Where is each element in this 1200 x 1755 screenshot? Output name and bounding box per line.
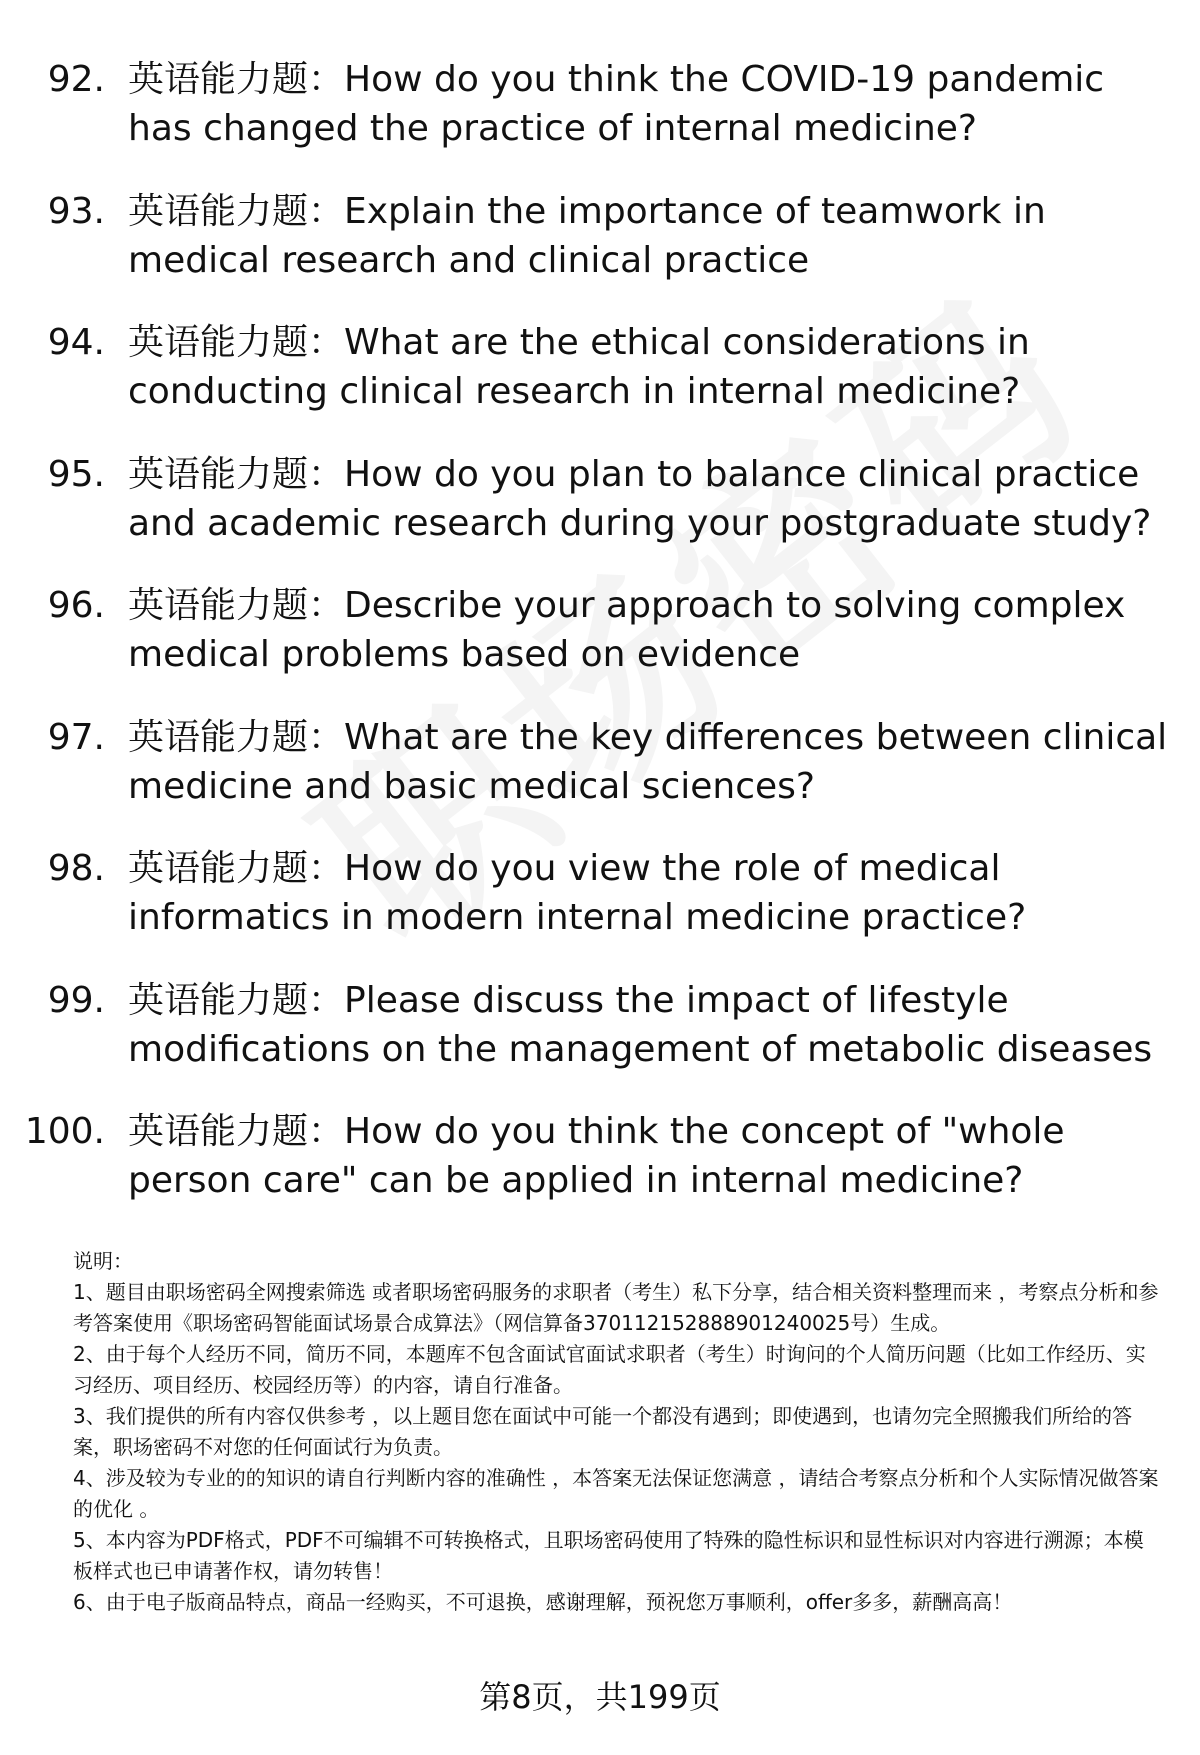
list-item <box>0 581 1200 713</box>
note-item: 2、由于每个人经历不同，简历不同，本题库不包含面试官面试求职者（考生）时询问的个人简历问题（比如工作经历、实习经历、项目经历、校园经历等）的内容，请自行准备。 <box>73 1342 1146 1397</box>
question-text: 英语能力题：Please discuss the impact of lifestyle modifications on the management of metabolic diseases <box>128 979 1153 1070</box>
question-text: 英语能力题：Explain the importance of teamwork in medical research and clinical practice <box>128 190 1046 281</box>
list-item <box>0 187 1200 319</box>
question-text: 英语能力题：What are the key differences between clinical medicine and basic medical sciences? <box>128 716 1168 807</box>
notes-title: 说明： <box>73 1249 133 1273</box>
page-number: 第8页，共199页 <box>479 1678 721 1716</box>
question-number: 94. <box>47 322 105 363</box>
question-number: 97. <box>47 716 105 758</box>
note-item: 3、我们提供的所有内容仅供参考 ，以上题目您在面试中可能一个都没有遇到；即使遇到，也请勿完全照搬我们所给的答案，职场密码不对您的任何面试行为负责。 <box>73 1404 1133 1459</box>
question-text: 英语能力题：How do you view the role of medical informatics in modern internal medicine practice? <box>128 848 1027 938</box>
list-item <box>0 844 1200 976</box>
question-text: 英语能力题：How do you think the concept of "whole person care" can be applied in internal medicine? <box>128 1111 1065 1201</box>
question-number: 98. <box>47 848 105 889</box>
list-item <box>0 55 1200 187</box>
notes-section <box>73 1246 1163 1618</box>
note-item: 5、本内容为PDF格式，PDF不可编辑不可转换格式，且职场密码使用了特殊的隐性标识和显性标识对内容进行溯源；本模板样式也已申请著作权，请勿转售！ <box>73 1528 1144 1583</box>
question-text: 英语能力题：What are the ethical considerations in conducting clinical research in internal medicine? <box>128 322 1030 412</box>
question-number: 99. <box>47 979 105 1021</box>
list-item <box>0 1107 1200 1239</box>
question-number: 95. <box>47 453 105 495</box>
question-number: 92. <box>47 59 105 100</box>
list-item <box>0 318 1200 450</box>
question-number: 100. <box>24 1111 105 1152</box>
list-item <box>0 976 1200 1108</box>
list-item <box>0 450 1200 582</box>
question-text: 英语能力题：How do you think the COVID-19 pandemic has changed the practice of internal medicine? <box>128 59 1105 149</box>
question-number: 96. <box>47 585 105 626</box>
note-item: 1、题目由职场密码全网搜索筛选 或者职场密码服务的求职者（考生）私下分享，结合相关资料整理而来 ，考察点分析和参考答案使用《职场密码智能面试场景合成算法》（网信算备370112152888901240025号）生成。 <box>73 1280 1159 1335</box>
note-item: 4、涉及较为专业的的知识的请自行判断内容的准确性 ，本答案无法保证您满意 ，请结合考察点分析和个人实际情况做答案的优化 。 <box>73 1466 1159 1521</box>
question-number: 93. <box>47 190 105 232</box>
question-text: 英语能力题：Describe your approach to solving complex medical problems based on evidence <box>128 585 1126 675</box>
list-item <box>0 713 1200 845</box>
note-item: 6、由于电子版商品特点，商品一经购买，不可退换，感谢理解，预祝您万事顺利，offer多多，薪酬高高！ <box>73 1590 1013 1614</box>
question-text: 英语能力题：How do you plan to balance clinical practice and academic research during your postgraduate study? <box>128 453 1152 544</box>
question-list <box>0 55 1200 1239</box>
